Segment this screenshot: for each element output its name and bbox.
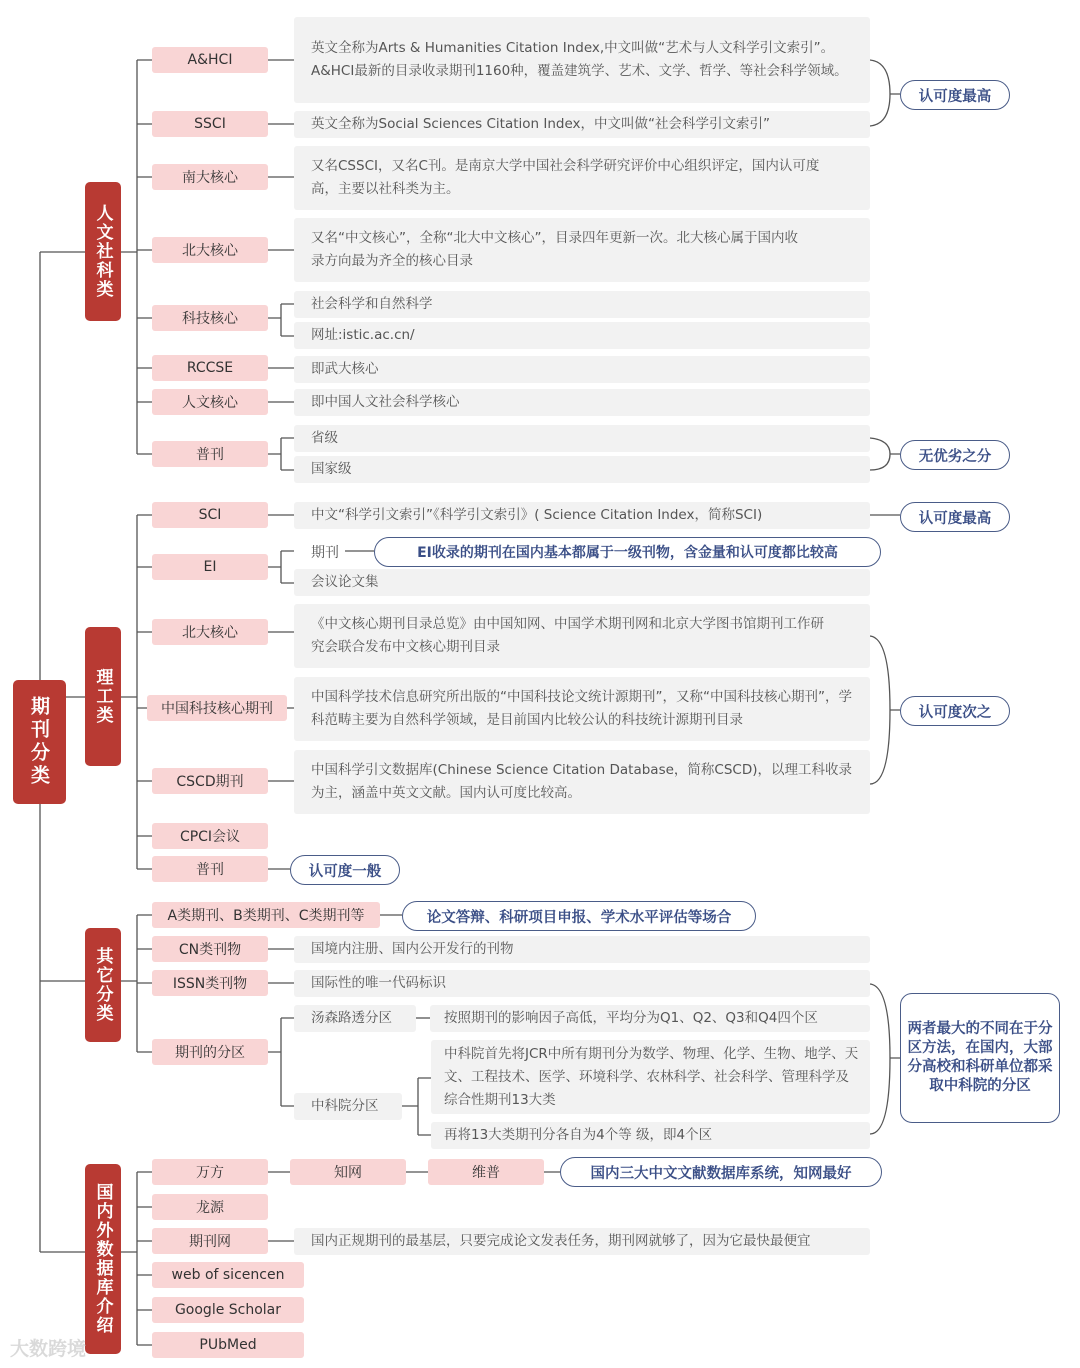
desc-ssci: 英文全称为Social Sciences Citation Index，中文叫做“社会科学引文索引” — [294, 111, 870, 138]
node-issn: ISSN类刊物 — [152, 970, 268, 996]
node-cn: CN类刊物 — [152, 936, 268, 962]
node-zgkj: 中国科技核心期刊 — [147, 695, 287, 721]
node-wanfang: 万方 — [152, 1159, 268, 1185]
desc-cas-2: 再将13大类期刊分各自为4个等 级，即4个区 — [431, 1122, 870, 1149]
node-web-of-science: web of sicencen — [152, 1262, 304, 1288]
desc-cn: 国境内注册、国内公开发行的刊物 — [294, 936, 870, 963]
pill-abc: 论文答辩、科研项目申报、学术水平评估等场合 — [402, 901, 756, 931]
watermark: 大数跨境 — [10, 1338, 87, 1360]
node-ssci: SSCI — [152, 111, 268, 137]
desc-issn: 国际性的唯一代码标识 — [294, 970, 870, 997]
desc-ahci: 英文全称为Arts & Humanities Citation Index,中文叫做“艺术与人文科学引文索引”。A&HCI最新的目录收录期刊1160种，覆盖建筑学、艺术、文学、哲学、等社会科学领域。 — [294, 17, 870, 103]
node-ahci: A&HCI — [152, 47, 268, 73]
pill-recognition-highest: 认可度最高 — [900, 80, 1010, 110]
category-science: 理工类 — [85, 627, 121, 766]
node-renwen: 人文核心 — [152, 389, 268, 415]
category-other: 其它分类 — [85, 928, 121, 1042]
desc-renwen: 即中国人文社会科学核心 — [294, 389, 870, 416]
node-beida-science: 北大核心 — [152, 619, 268, 645]
node-zhiwang: 知网 — [290, 1159, 406, 1185]
label-thomson-reuters: 汤森路透分区 — [294, 1005, 416, 1032]
node-fenqu: 期刊的分区 — [152, 1039, 268, 1065]
desc-keji-2: 网址:istic.ac.cn/ — [294, 322, 870, 349]
desc-cas-1: 中科院首先将JCR中所有期刊分为数学、物理、化学、生物、地学、天文、工程技术、医学、环境科学、农林科学、社会科学、管理科学及综合性期刊13大类 — [431, 1040, 870, 1114]
desc-guojiaji: 国家级 — [294, 456, 870, 483]
node-google-scholar: Google Scholar — [152, 1297, 304, 1323]
node-keji: 科技核心 — [152, 305, 268, 331]
node-sci: SCI — [152, 502, 268, 528]
desc-shengji: 省级 — [294, 425, 870, 452]
category-humanities: 人文社科类 — [85, 182, 121, 321]
note-fenqu-difference: 两者最大的不同在于分区方法，在国内，大部分高校和科研单位都采取中科院的分区 — [900, 993, 1060, 1123]
desc-qikanwang: 国内正规期刊的最基层，只要完成论文发表任务，期刊网就够了，因为它最快最便宜 — [294, 1228, 870, 1255]
node-cscd: CSCD期刊 — [152, 768, 268, 794]
node-pubmed: PUbMed — [152, 1332, 304, 1358]
label-cas: 中科院分区 — [294, 1093, 402, 1120]
desc-sci: 中文“科学引文索引”《科学引文索引》( Science Citation Index，简称SCI) — [294, 502, 870, 529]
desc-ei-conference: 会议论文集 — [294, 569, 870, 596]
pill-sci-highest: 认可度最高 — [900, 502, 1010, 532]
desc-beida-science: 《中文核心期刊目录总览》由中国知网、中国学术期刊网和北京大学图书馆期刊工作研究会联合发布中文核心期刊目录 — [294, 604, 870, 668]
desc-beida: 又名“中文核心”，全称“北大中文核心”，目录四年更新一次。北大核心属于国内收录方向最为齐全的核心目录 — [294, 218, 870, 282]
pill-ei: EI收录的期刊在国内基本都属于一级刊物，含金量和认可度都比较高 — [374, 537, 881, 567]
ei-journal-label: 期刊 — [311, 545, 339, 561]
desc-nanda: 又名CSSCI，又名C刊。是南京大学中国社会科学研究评价中心组织评定，国内认可度高，主要以社科类为主。 — [294, 146, 870, 210]
pill-recognition-second: 认可度次之 — [900, 696, 1010, 726]
node-weipu: 维普 — [428, 1159, 544, 1185]
node-nanda: 南大核心 — [152, 164, 268, 190]
desc-rccse: 即武大核心 — [294, 356, 870, 383]
pill-no-difference: 无优劣之分 — [900, 440, 1010, 470]
node-pukan-science: 普刊 — [152, 856, 268, 882]
node-ei: EI — [152, 554, 268, 580]
node-cpci: CPCI会议 — [152, 823, 268, 849]
root-node: 期刊分类 — [13, 680, 66, 804]
category-databases: 国内外数据库介绍 — [85, 1164, 121, 1354]
node-rccse: RCCSE — [152, 355, 268, 381]
node-qikanwang: 期刊网 — [152, 1228, 268, 1254]
node-longyuan: 龙源 — [152, 1194, 268, 1220]
node-pukan-humanities: 普刊 — [152, 441, 268, 467]
pill-recognition-general: 认可度一般 — [290, 855, 400, 885]
desc-zgkj: 中国科学技术信息研究所出版的“中国科技论文统计源期刊”，又称“中国科技核心期刊”，学科范畴主要为自然科学领域，是目前国内比较公认的科技统计源期刊目录 — [294, 677, 870, 741]
node-beida: 北大核心 — [152, 237, 268, 263]
pill-three-databases: 国内三大中文文献数据库系统，知网最好 — [560, 1157, 882, 1187]
desc-cscd: 中国科学引文数据库(Chinese Science Citation Database，简称CSCD)，以理工科收录为主，涵盖中英文文献。国内认可度比较高。 — [294, 750, 870, 814]
desc-keji-1: 社会科学和自然科学 — [294, 291, 870, 318]
node-abc: A类期刊、B类期刊、C类期刊等 — [152, 902, 380, 928]
desc-thomson-reuters: 按照期刊的影响因子高低，平均分为Q1、Q2、Q3和Q4四个区 — [430, 1005, 870, 1032]
